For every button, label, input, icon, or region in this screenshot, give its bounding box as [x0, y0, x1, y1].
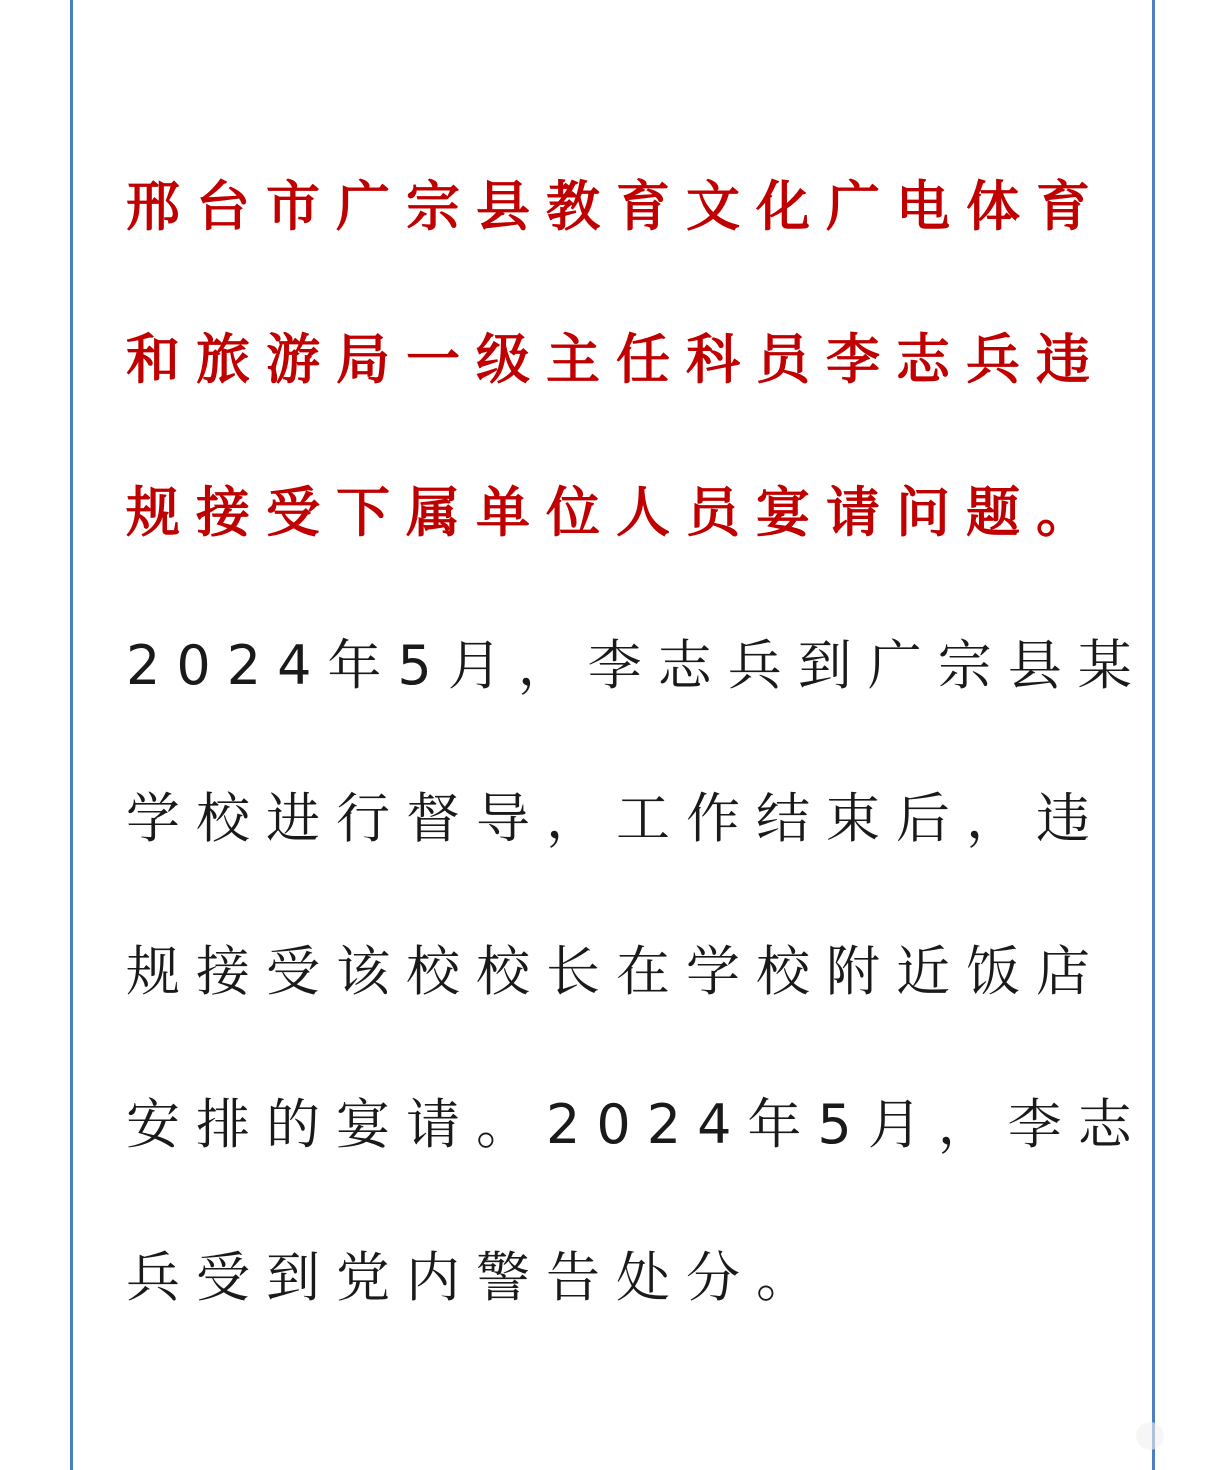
- title-line-2: 和旅游局一级主任科员李志兵违: [126, 328, 1106, 391]
- body-line-2: 学校进行督导，工作结束后，违: [126, 787, 1106, 850]
- right-frame-border: [1152, 0, 1155, 1470]
- body-line-4: 安排的宴请。2024年5月，李志: [126, 1093, 1148, 1156]
- title-line-1: 邢台市广宗县教育文化广电体育: [126, 175, 1106, 238]
- body-line-1: 2024年5月，李志兵到广宗县某: [126, 634, 1148, 697]
- watermark-icon: [1136, 1422, 1164, 1450]
- body-line-5: 兵受到党内警告处分。: [126, 1246, 826, 1309]
- body-line-3: 规接受该校校长在学校附近饭店: [126, 940, 1106, 1003]
- article-content: [126, 130, 1148, 1354]
- title-line-3: 规接受下属单位人员宴请问题。: [126, 481, 1106, 544]
- left-frame-border: [70, 0, 73, 1470]
